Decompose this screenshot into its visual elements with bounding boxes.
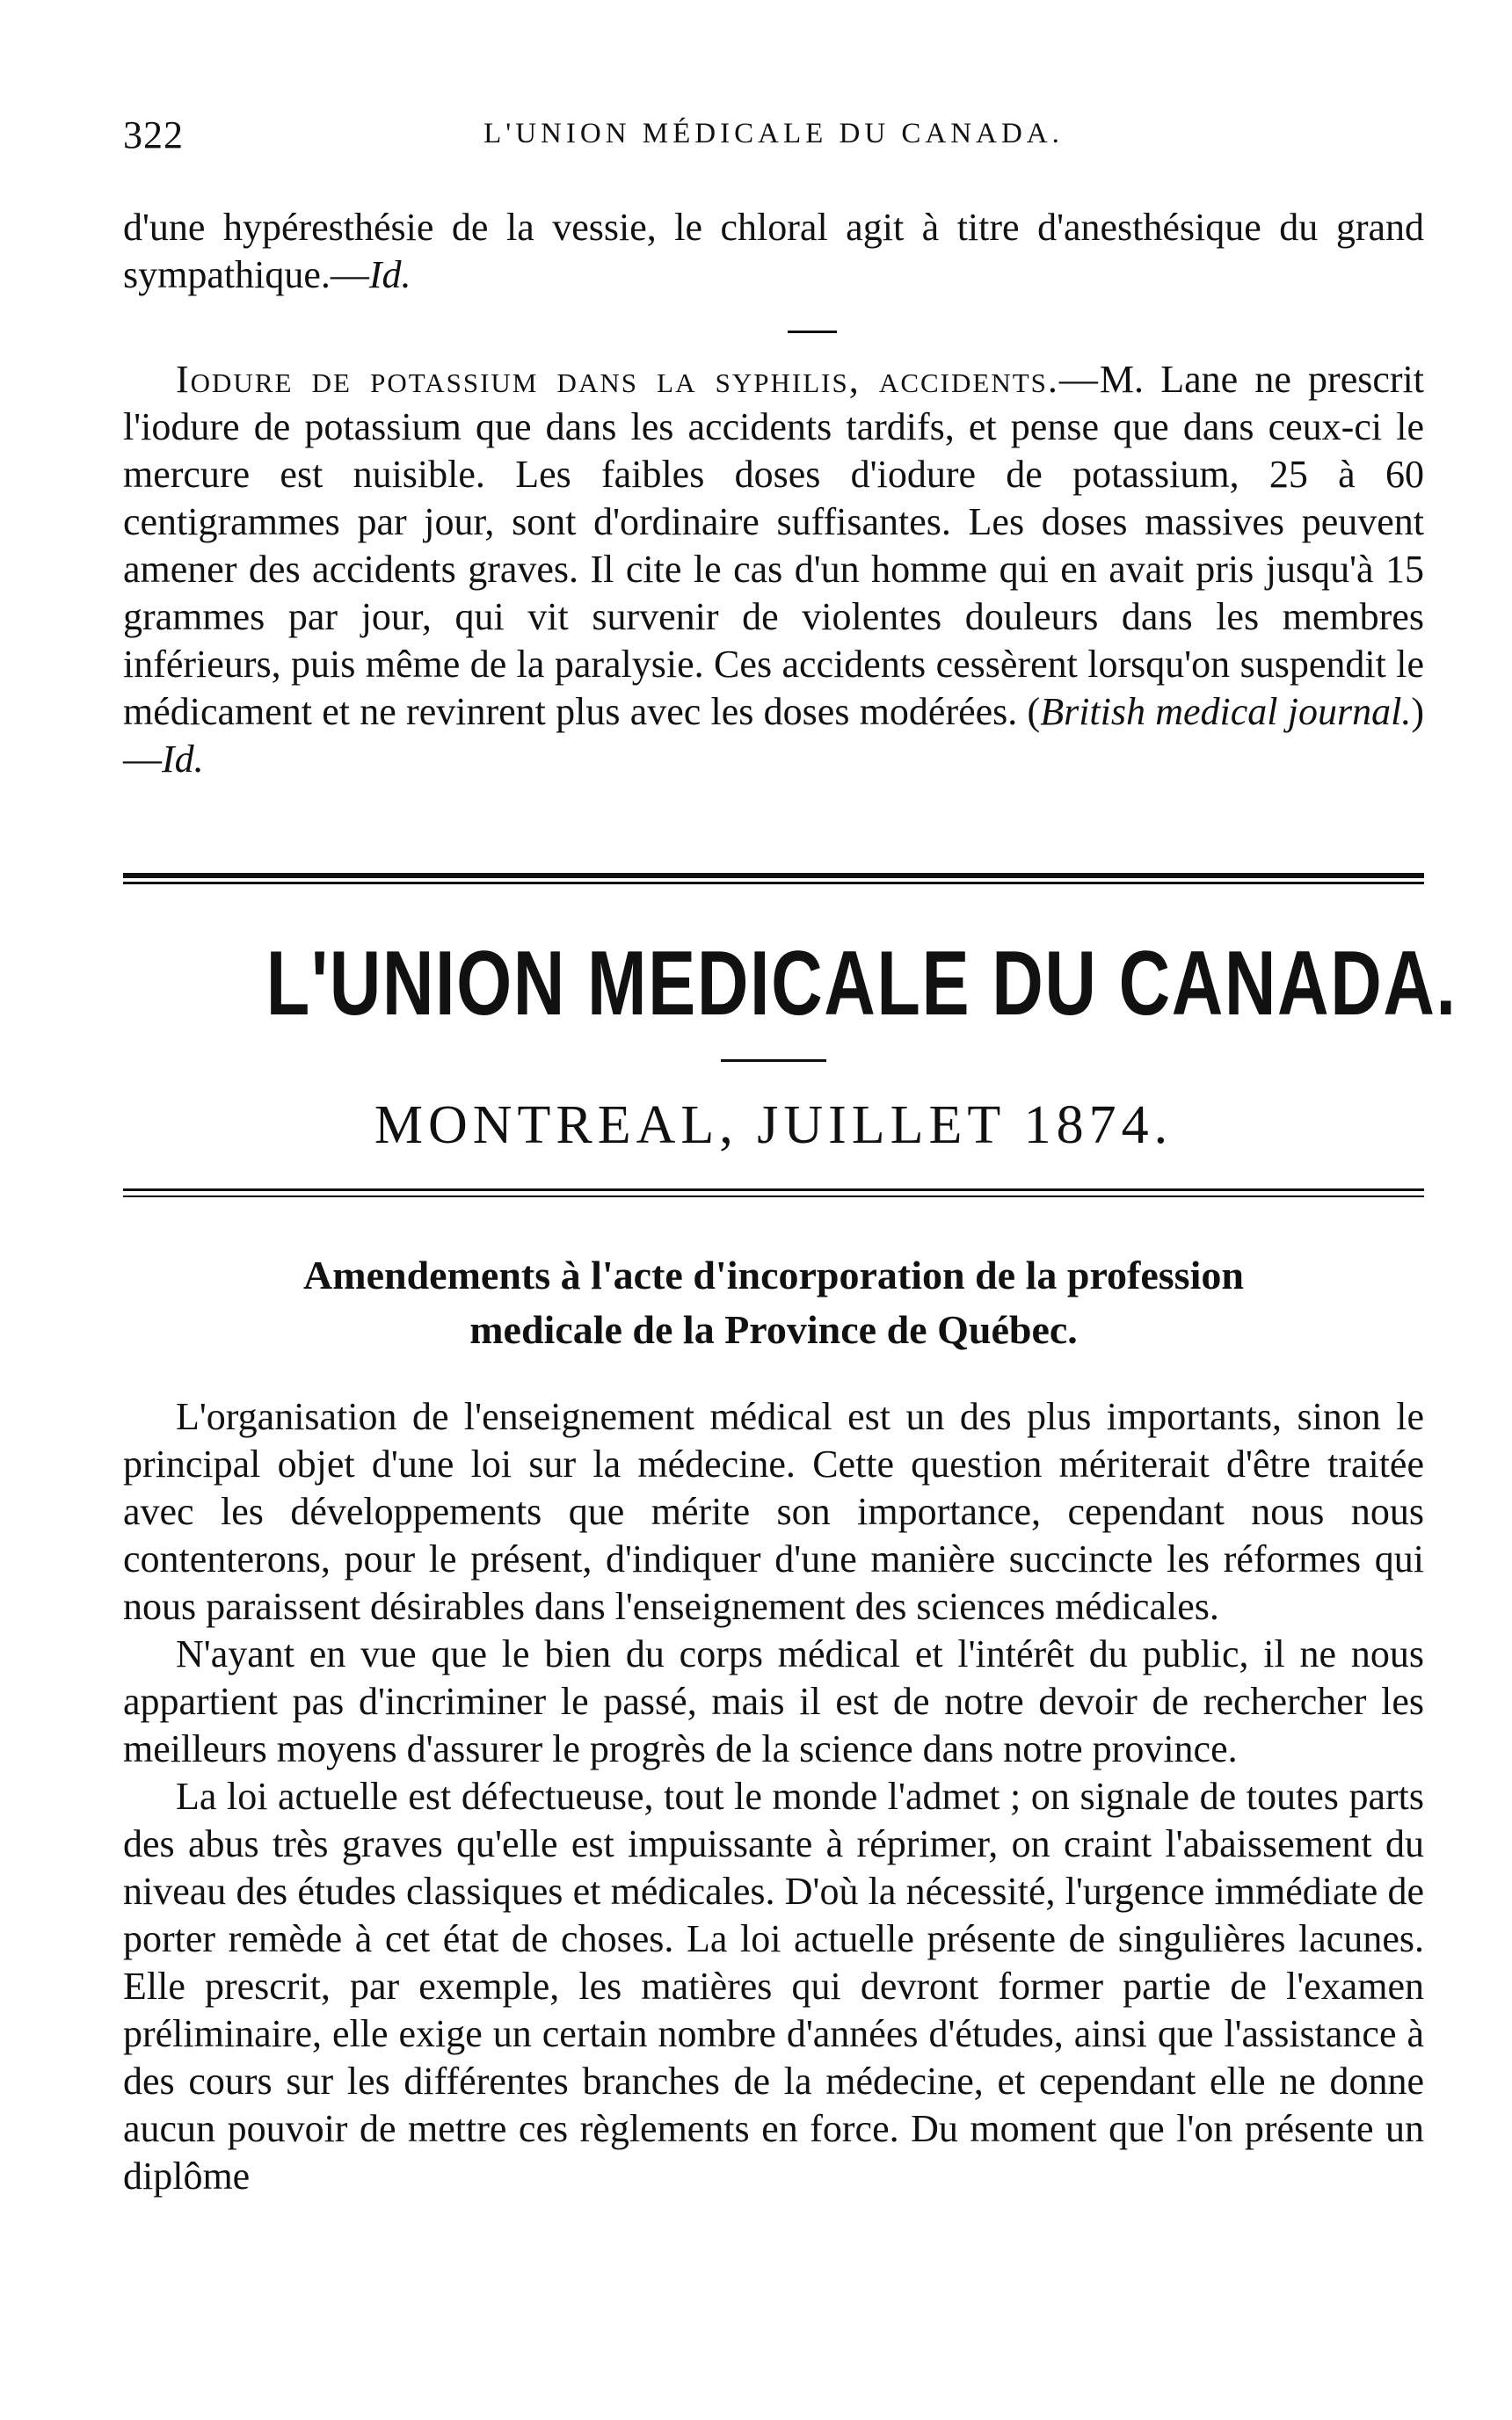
article-body: [123, 1393, 1424, 2200]
continuation-signature: Id.: [368, 253, 411, 296]
continuation-paragraph: [123, 204, 1424, 299]
iodure-source-open: (: [1027, 690, 1041, 733]
iodure-source-close: )—: [123, 690, 1424, 781]
iodure-source: British medical journal.: [1040, 690, 1412, 733]
masthead-top-rule: [123, 873, 1424, 884]
masthead-bottom-rule: [123, 1188, 1424, 1197]
article-paragraph-2: N'ayant en vue que le bien du corps médical et l'intérêt du public, il ne nous appartient pas d'incriminer le passé, mais il est de notre devoir de rechercher les meilleurs moyens d'assurer le progrès de la science dans notre province.: [123, 1632, 1424, 1770]
dateline: MONTREAL, JUILLET 1874.: [374, 1095, 1174, 1155]
page-number: 322: [123, 113, 184, 156]
masthead-divider: [721, 1059, 826, 1062]
article-title: [123, 1248, 1424, 1357]
article-title-line-2: medicale de la Province de Québec.: [469, 1307, 1078, 1352]
iodure-heading: Iodure de potassium dans la syphilis, accidents.—: [176, 358, 1100, 401]
article-title-line-1: Amendements à l'acte d'incorporation de la profession: [303, 1253, 1244, 1297]
iodure-text: M. Lane ne prescrit l'iodure de potassium que dans les accidents tardifs, et pense que dans ceux-ci le mercure est nuisible. Les faibles doses d'iodure de potassium, 25 à 60 centigrammes par jour, sont d'ordinaire suffisantes. Les doses massives peuvent amener des accidents graves. Il cite le cas d'un homme qui en avait pris jusqu'à 15 grammes par jour, qui vit survenir de violentes douleurs dans les membres inférieurs, puis même de la paralysie. Ces accidents cessèrent lorsqu'on suspendit le médicament et ne revinrent plus avec les doses modérées.: [123, 358, 1424, 733]
article-paragraph-1: L'organisation de l'enseignement médical est un des plus importants, sinon le principal objet d'une loi sur la médecine. Cette question mériterait d'être traitée avec les développements que mérite son importance, cependant nous nous contenterons, pour le présent, d'indiquer d'une manière succincte les réformes qui nous paraissent désirables dans l'enseignement des sciences médicales.: [123, 1395, 1424, 1628]
iodure-block: [123, 356, 1424, 783]
iodure-paragraph: [123, 356, 1424, 783]
section-divider: [788, 331, 837, 333]
article-paragraph-3: La loi actuelle est défectueuse, tout le monde l'admet ; on signale de toutes parts des abus très graves qu'elle est impuissante à réprimer, on craint l'abaissement du niveau des études classiques et médicales. D'où la nécessité, l'urgence immédiate de porter remède à cet état de choses. La loi actuelle présente de singulières lacunes. Elle prescrit, par exemple, les matières qui devront former partie de l'examen préliminaire, elle exige un certain nombre d'années d'études, ainsi que l'assistance à des cours sur les différentes branches de la médecine, et cependant elle ne donne aucun pouvoir de mettre ces règlements en force. Du moment que l'on présente un diplôme: [123, 1775, 1424, 2198]
continuation-block: [123, 204, 1424, 299]
running-head: [123, 113, 1424, 165]
iodure-signature: Id.: [162, 738, 204, 781]
continuation-text: d'une hypéresthésie de la vessie, le chloral agit à titre d'anesthésique du grand sympathique.—: [123, 206, 1424, 296]
running-title: L'UNION MÉDICALE DU CANADA.: [483, 118, 1064, 149]
masthead-title: L'UNION MEDICALE DU CANADA.: [265, 933, 1457, 1035]
